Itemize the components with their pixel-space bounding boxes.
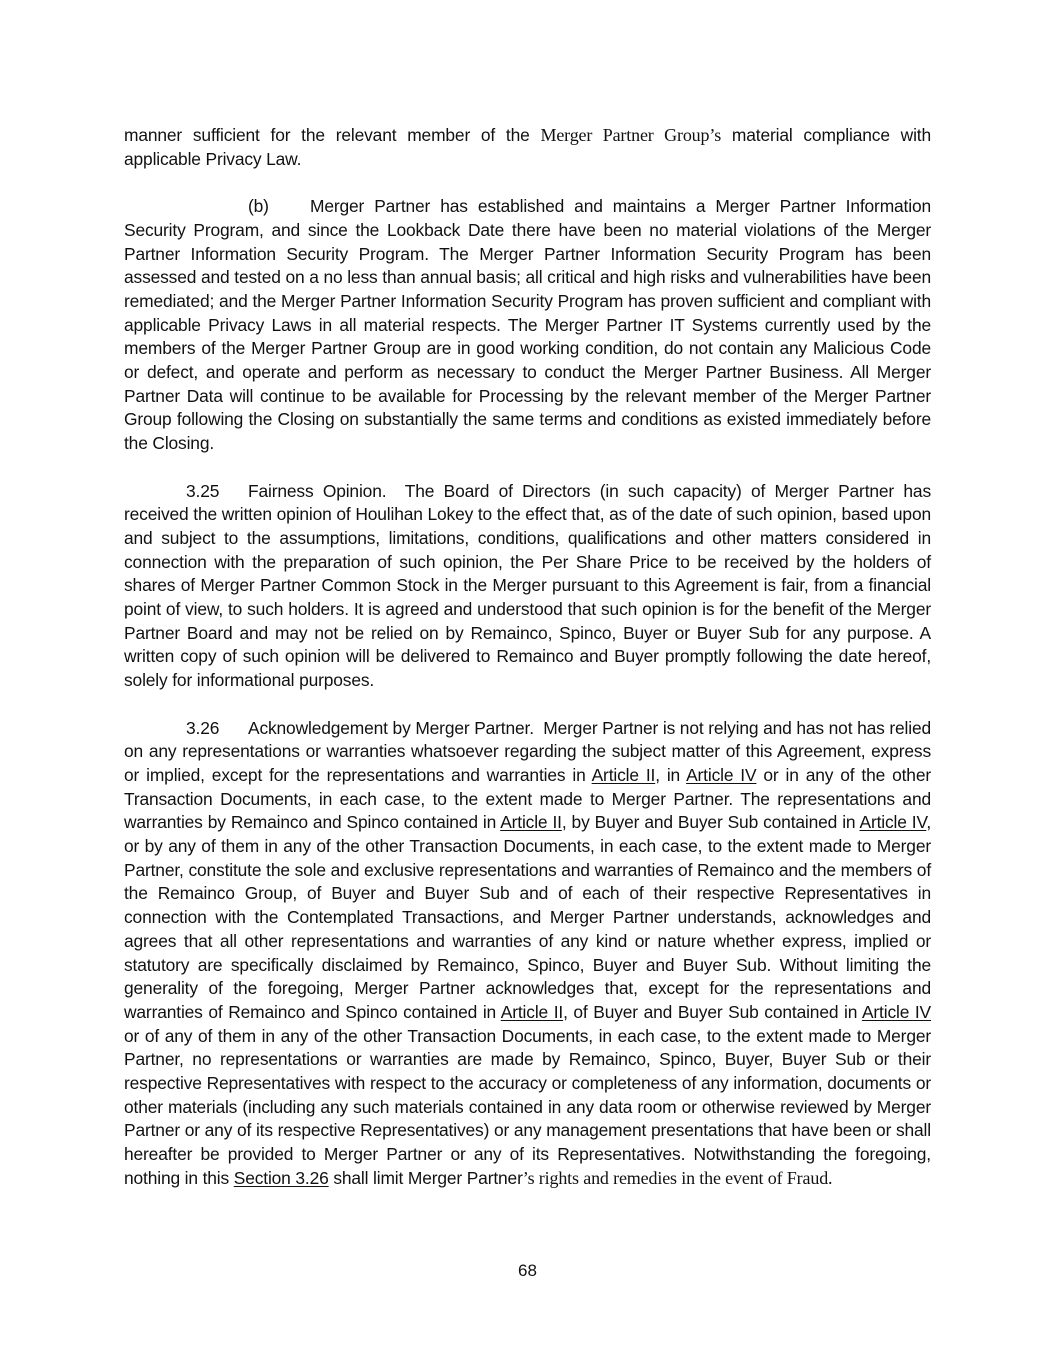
article-ii-link[interactable]: Article II — [500, 812, 562, 833]
section-3-26-paragraph — [124, 717, 931, 1191]
section-3-26-number: 3.26 — [186, 717, 220, 738]
section-3-25-paragraph — [124, 480, 931, 693]
subsection-b-text: Merger Partner has established and maintains a Merger Partner Information Security Program, and since the Lookback Date there have been no material violations of the Merger Partner Information Security Program. The Merger Partner Information Security Program has been assessed and tested on a no less than annual basis; all critical and high risks and vulnerabilities have been remediated; and the Merger Partner Information Security Program has proven sufficient and compliant with applicable Privacy Laws in all material respects. The Merger Partner IT Systems currently used by the members of the Merger Partner Group are in good working condition, do not contain any Malicious Code or defect, and operate and perform as necessary to conduct the Merger Partner Business. All Merger Partner Data will continue to be available for Processing by the relevant member of the Merger Partner Group following the Closing on substantially the same terms and conditions as existed immediately before the Closing. — [124, 196, 931, 454]
document-page — [124, 124, 931, 1191]
intro-text-1: manner sufficient for the relevant member of the — [124, 125, 541, 145]
section-3-26-text-8: shall limit Merger Partner — [328, 1167, 523, 1188]
article-ii-link[interactable]: Article II — [500, 1001, 564, 1022]
page-number: 68 — [518, 1261, 537, 1280]
section-3-26-link[interactable]: Section 3.26 — [233, 1167, 329, 1188]
section-3-26-text-1: Merger Partner is not relying and has not has relied on any representations or warranties whatsoever regarding the subject matter of this Agreement, express or implied, except for the representations and warranties in — [124, 717, 931, 785]
section-3-25-heading: Fairness Opinion. — [248, 480, 387, 501]
intro-paragraph — [124, 124, 931, 171]
subsection-b-label: (b) — [248, 196, 269, 217]
section-3-26-text-9: ’s rights and remedies in the event of Fraud. — [522, 1167, 833, 1188]
article-iv-link[interactable]: Article IV — [859, 812, 927, 833]
article-ii-link[interactable]: Article II — [591, 764, 656, 785]
section-3-26-text-2: , in — [655, 764, 687, 785]
section-3-26-text-7: or of any of them in any of the other Transaction Documents, in each case, to the extent made to Merger Partner, no representations or warranties are made by Remainco, Spinco, Buyer, Buyer Sub or their respective Representatives with respect to the accuracy or completeness of any information, documents or other materials (including any such materials contained in any data room or otherwise reviewed by Merger Partner or any of its respective Representatives) or any management presentations that have been or shall hereafter be provided to Merger Partner or any of its Representatives. Notwithstanding the foregoing, nothing in this — [124, 1025, 931, 1188]
section-3-26-text-6: , of Buyer and Buyer Sub contained in — [563, 1001, 862, 1022]
section-3-26-text-4: , by Buyer and Buyer Sub contained in — [561, 812, 860, 833]
section-3-25-text: The Board of Directors (in such capacity) of Merger Partner has received the written opinion of Houlihan Lokey to the effect that, as of the date of such opinion, based upon and subject to the assumptions, limitations, conditions, qualifications and other matters considered in connection with the preparation of such opinion, the Per Share Price to be received by the holders of shares of Merger Partner Common Stock in the Merger pursuant to this Agreement is fair, from a financial point of view, to such holders. It is agreed and understood that such opinion is for the benefit of the Merger Partner Board and may not be relied on by Remainco, Spinco, Buyer or Buyer Sub for any purpose. A written copy of such opinion will be delivered to Remainco and Buyer promptly following the date hereof, solely for informational purposes. — [124, 480, 931, 691]
intro-text-3: material compliance with applicable Privacy Law. — [124, 125, 931, 169]
article-iv-link[interactable]: Article IV — [686, 764, 757, 785]
intro-text-2: Merger Partner Group’s — [540, 125, 722, 145]
section-3-25-number: 3.25 — [186, 480, 220, 501]
section-3-26-text-5: , or by any of them in any of the other Transaction Documents, in each case, to the extent made to Merger Partner, constitute the sole and exclusive representations and warranties of Remainco and the members of the Remainco Group, of Buyer and Buyer Sub and of each of their respective Representatives in connection with the Contemplated Transactions, and Merger Partner understands, acknowledges and agrees that all other representations and warranties of any kind or nature whether express, implied or statutory are specifically disclaimed by Remainco, Spinco, Buyer and Buyer Sub. Without limiting the generality of the foregoing, Merger Partner acknowledges that, except for the representations and warranties of Remainco and Spinco contained in — [124, 812, 932, 1022]
section-3-26-text-3: or in any of the other Transaction Documents, in each case, to the extent made to Merger Partner. The representations and warranties by Remainco and Spinco contained in — [124, 764, 931, 833]
section-3-26-heading: Acknowledgement by Merger Partner. — [248, 717, 534, 738]
article-iv-link[interactable]: Article IV — [861, 1001, 932, 1022]
subsection-b-paragraph — [124, 195, 931, 456]
